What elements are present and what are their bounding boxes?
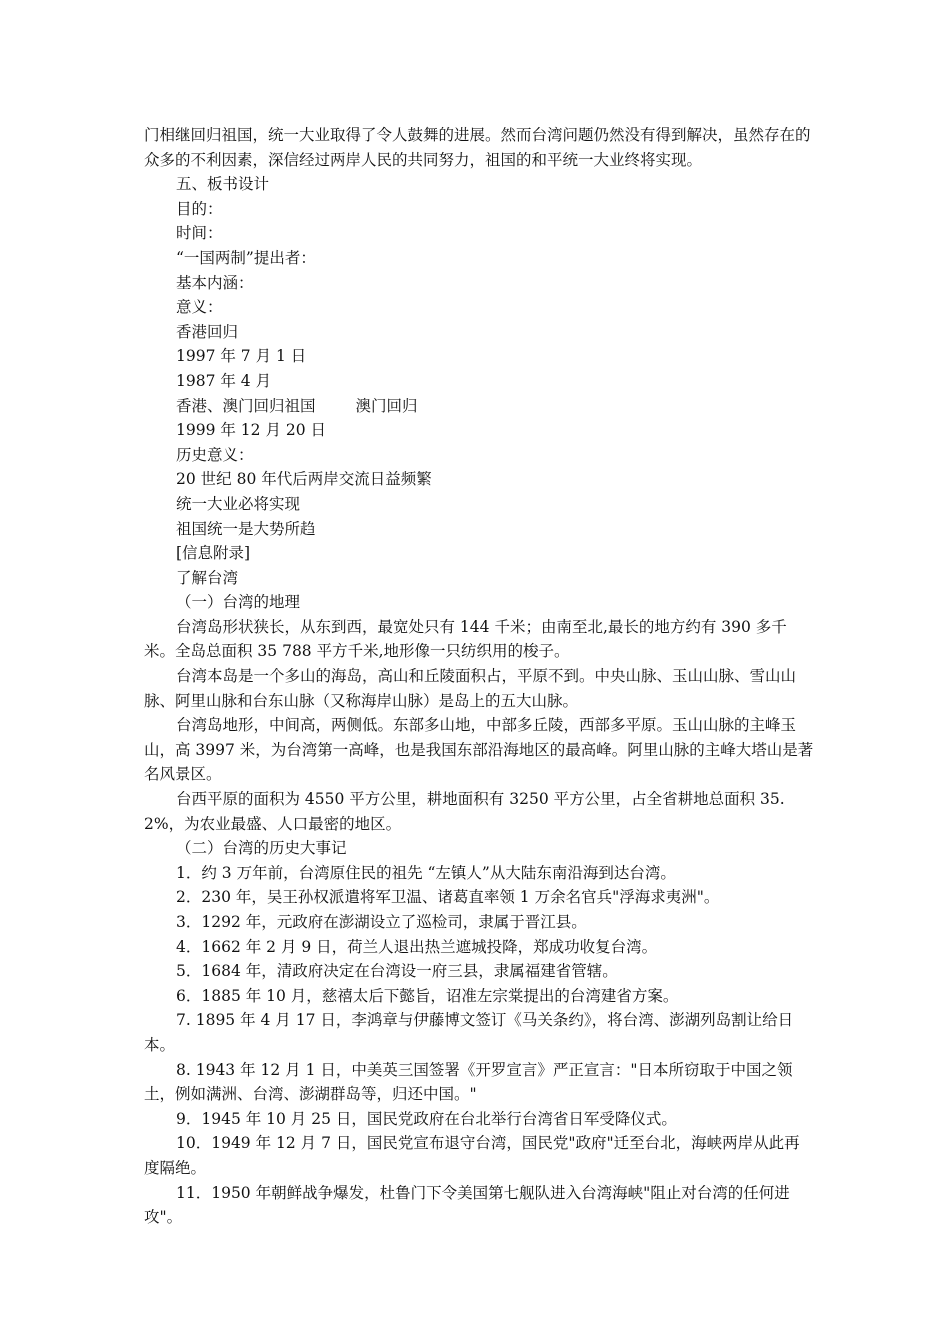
board-item: 历史意义：: [176, 445, 254, 464]
history-event: 9．1945 年 10 月 25 日，国民党政府在台北举行台湾省日军受降仪式。: [176, 1109, 677, 1128]
board-item: 目的：: [176, 199, 223, 218]
board-item: 1987 年 4 月: [176, 371, 272, 390]
history-event: 11．1950 年朝鲜战争爆发，杜鲁门下令美国第七舰队进入台湾海峡"阻止对台湾的任何进攻"。: [144, 1183, 790, 1227]
board-item: 20 世纪 80 年代后两岸交流日益频繁: [176, 470, 432, 489]
appendix-label: [信息附录]: [176, 544, 251, 563]
board-item: 基本内涵：: [176, 273, 254, 292]
geo-paragraph: 台湾岛形状狭长，从东到西，最宽处只有 144 千米；由南至北,最长的地方约有 390 多千米。全岛总面积 35 788 平方千米,地形像一只纺织用的梭子。: [144, 617, 787, 661]
board-item: 时间：: [176, 224, 223, 243]
board-item: 1997 年 7 月 1 日: [176, 347, 307, 366]
geo-paragraph: 台西平原的面积为 4550 平方公里，耕地面积有 3250 平方公里，占全省耕地总面积 35.2%，为农业最盛、人口最密的地区。: [144, 790, 785, 833]
history-event: 2．230 年，吴王孙权派遣将军卫温、诸葛直率领 1 万余名官兵"浮海求夷洲"。: [176, 888, 720, 907]
appendix-title: 了解台湾: [176, 568, 239, 587]
board-item: 祖国统一是大势所趋: [176, 519, 316, 538]
history-event: 8. 1943 年 12 月 1 日，中美英三国签署《开罗宣言》严正宣言："日本所窃取于中国之领土，例如满洲、台湾、澎湖群岛等，归还中国。": [144, 1060, 793, 1104]
geo-heading: （一）台湾的地理: [176, 593, 301, 612]
history-event: 10．1949 年 12 月 7 日，国民党宣布退守台湾，国民党"政府"迁至台北，海峡两岸从此再度隔绝。: [144, 1134, 800, 1177]
history-event: 6．1885 年 10 月，慈禧太后下懿旨，诏准左宗棠提出的台湾建省方案。: [176, 986, 679, 1005]
geo-paragraph: 台湾本岛是一个多山的海岛，高山和丘陵面积占，平原不到。中央山脉、玉山山脉、雪山山脉、阿里山脉和台东山脉（又称海岸山脉）是岛上的五大山脉。: [144, 667, 797, 710]
board-item: 1999 年 12 月 20 日: [176, 421, 327, 440]
board-row: [144, 394, 814, 419]
geo-paragraph: 台湾岛地形，中间高，两侧低。东部多山地，中部多丘陵，西部多平原。玉山山脉的主峰玉山，高 3997 米，为台湾第一高峰，也是我国东部沿海地区的最高峰。阿里山脉的主峰大塔山是著名风景区。: [144, 716, 814, 784]
board-item: 意义：: [176, 298, 223, 317]
history-event: 4．1662 年 2 月 9 日，荷兰人退出热兰遮城投降，郑成功收复台湾。: [176, 937, 658, 956]
board-item: 统一大业必将实现: [176, 494, 301, 513]
history-heading: （二）台湾的历史大事记: [176, 839, 347, 858]
history-event: 3．1292 年，元政府在澎湖设立了巡检司，隶属于晋江县。: [176, 913, 587, 931]
board-heading: 五、板书设计: [176, 175, 270, 194]
board-item: 香港回归: [176, 322, 239, 341]
board-item: “一国两制”提出者：: [176, 248, 316, 267]
intro-paragraph: 门相继回归祖国，统一大业取得了令人鼓舞的进展。然而台湾问题仍然没有得到解决，虽然存在的众多的不利因素，深信经过两岸人民的共同努力，祖国的和平统一大业终将实现。: [144, 126, 811, 169]
history-event: 7. 1895 年 4 月 17 日，李鸿章与伊藤博文签订《马关条约》，将台湾、澎湖列岛割让给日本。: [144, 1011, 794, 1054]
board-row-right: 澳门回归: [355, 396, 418, 415]
history-event: 1．约 3 万年前，台湾原住民的祖先 “左镇人”从大陆东南沿海到达台湾。: [176, 863, 676, 882]
board-row-left: 香港、澳门回归祖国: [176, 396, 316, 415]
history-event: 5．1684 年，清政府决定在台湾设一府三县，隶属福建省管辖。: [176, 962, 618, 981]
